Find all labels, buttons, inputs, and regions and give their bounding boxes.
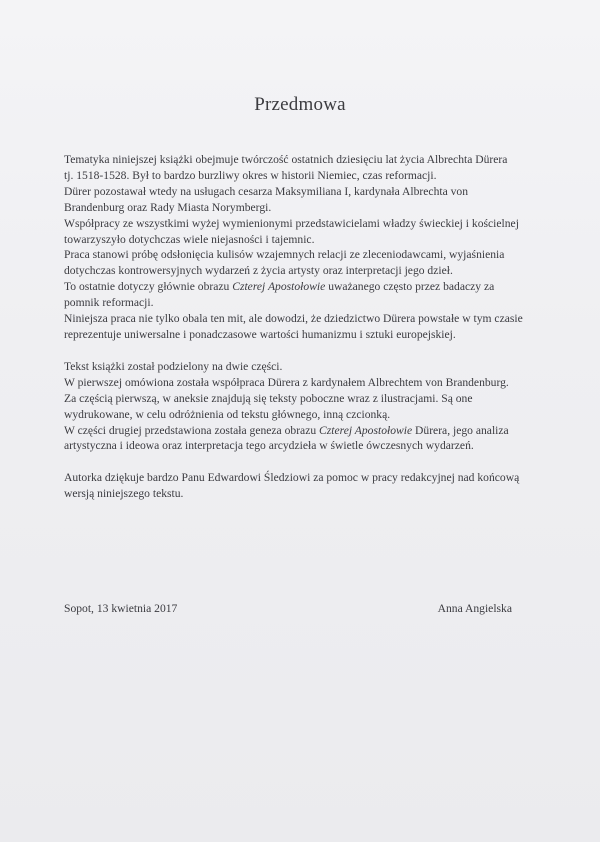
paragraph-line: Praca stanowi próbę odsłonięcia kulisów wzajemnych relacji ze zleceniodawcami, wyjaśnienia dotychczas kontrowersyjnych wydarzeń z życia artysty oraz interpretacji jego dzieł. (64, 248, 505, 278)
artwork-title: Czterej Apostołowie (232, 280, 326, 294)
paragraph-line: Za częścią pierwszą, w aneksie znajdują się teksty poboczne wraz z ilustracjami. Są one wydrukowane, w celu odróżnienia od tekstu głównego, inną czcionką. (64, 391, 473, 421)
paragraph-line-with-title (64, 279, 530, 311)
place-date: Sopot, 13 kwietnia 2017 (64, 602, 178, 615)
paragraph-line: Współpracy ze wszystkimi wyżej wymienionymi przedstawicielami władzy świeckiej i kościelnej towarzyszyło dotychczas wiele niejasności i tajemnic. (64, 216, 519, 246)
paragraph-line: tj. 1518-1528. Był to bardzo burzliwy okres w historii Niemiec, czas reformacji. (64, 168, 437, 182)
paragraph-line-with-title (64, 423, 530, 455)
paragraph-gap (64, 454, 530, 470)
text-run: Dürera, jego analiza artystyczna i ideowa oraz interpretacja tego arcydzieła w świetle ówczesnych wydarzeń. (64, 423, 509, 453)
text-run: To ostatnie dotyczy głównie obrazu (64, 280, 233, 294)
page-title: Przedmowa (254, 94, 346, 115)
artwork-title: Czterej Apostołowie (319, 423, 413, 437)
paragraph-line: Niniejsza praca nie tylko obala ten mit, ale dowodzi, że dziedzictwo Dürera powstałe w tym czasie reprezentuje uniwersalne i ponadczasowe wartości humanizmu i sztuki europejskiej. (64, 312, 523, 341)
acknowledgement: Autorka dziękuje bardzo Panu Edwardowi Śledziowi za pomoc w pracy redakcyjnej nad końcową wersją niniejszego tekstu. (64, 471, 520, 501)
paragraph-line: W pierwszej omówiona została współpraca Dürera z kardynałem Albrechtem von Brandenburg. (64, 375, 509, 389)
author-name: Anna Angielska (437, 602, 512, 615)
text-run: uważanego często przez badaczy za pomnik reformacji. (64, 280, 495, 310)
paragraph-line: Tematyka niniejszej książki obejmuje twórczość ostatnich dziesięciu lat życia Albrechta Dürera (64, 153, 508, 166)
paragraph-line: Tekst książki został podzielony na dwie części. (64, 359, 283, 373)
paragraph-line: Dürer pozostawał wtedy na usługach cesarza Maksymiliana I, kardynała Albrechta von Brandenburg oraz Rady Miasta Norymbergi. (64, 184, 469, 214)
text-run: W części drugiej przedstawiona została geneza obrazu (64, 423, 320, 437)
preface-body (64, 152, 530, 502)
paragraph-gap (64, 343, 530, 359)
